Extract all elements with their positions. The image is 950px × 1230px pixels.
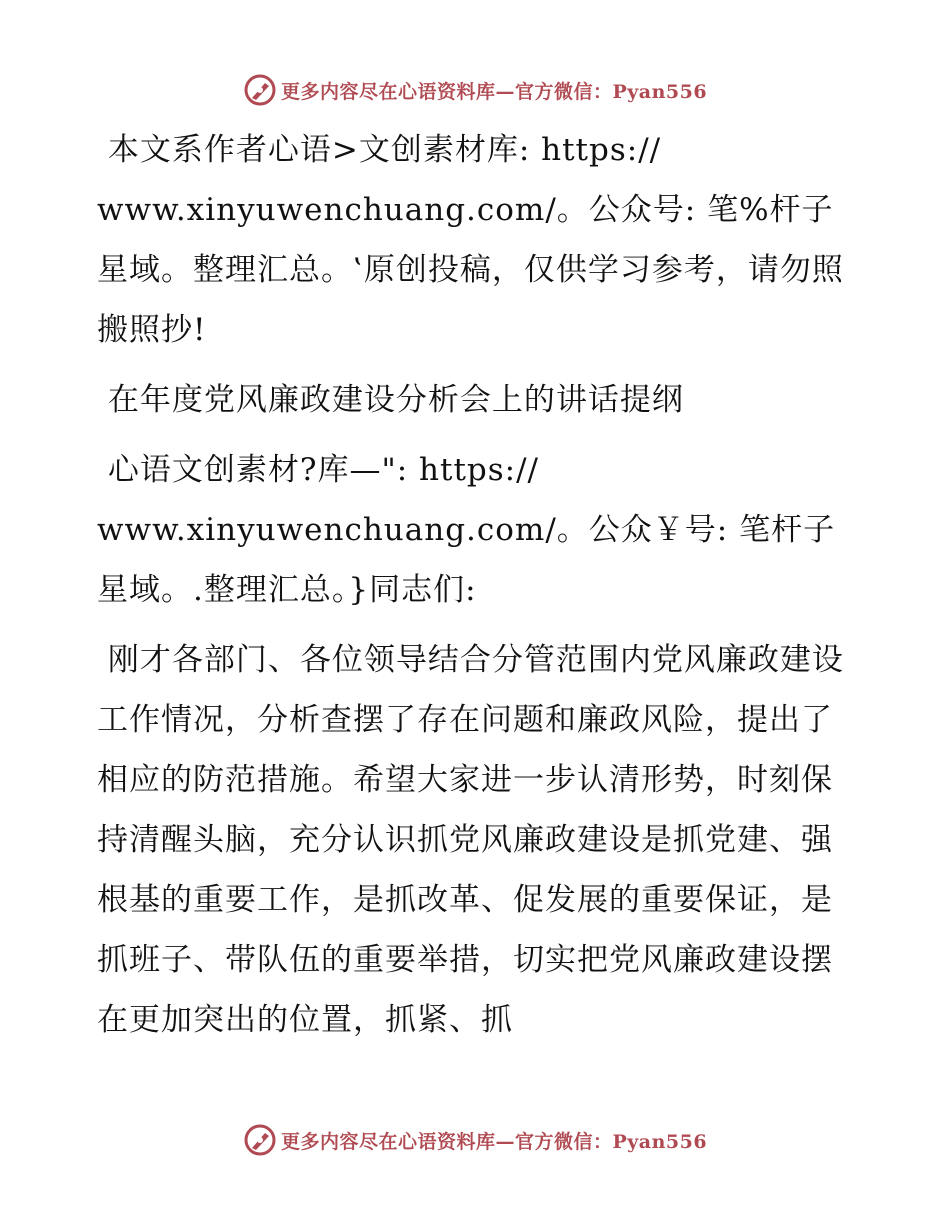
main-paragraph: 刚才各部门、各位领导结合分管范围内党风廉政建设工作情况，分析查摆了存在问题和廉政风险，提出了相应的防范措施。希望大家进一步认清形势，时刻保持清醒头脑，充分认识抓党风廉政建设是抓党建、强根基的重要工作，是抓改革、促发展的重要保证，是抓班子、带队伍的重要举措，切实把党风廉政建设摆在更加突出的位置，抓紧、抓 bbox=[97, 642, 844, 1038]
footer-banner bbox=[0, 1120, 950, 1160]
document-body bbox=[97, 120, 857, 1060]
intro-paragraph: 本文系作者心语>文创素材库: https:// www.xinyuwenchuang.com/。公众号: 笔%杆子星域。整理汇总。‛原创投稿，仅供学习参考，请勿照搬照抄! bbox=[97, 132, 844, 348]
footer-banner-text: 更多内容尽在心语资料库—官方微信：Pyan556 bbox=[280, 1130, 708, 1153]
speech-title: 在年度党风廉政建设分析会上的讲话提纲 bbox=[97, 382, 684, 418]
header-banner-text: 更多内容尽在心语资料库—官方微信：Pyan556 bbox=[280, 80, 708, 103]
pen-logo-icon bbox=[243, 73, 277, 107]
header-banner bbox=[0, 70, 950, 110]
pen-logo-icon bbox=[243, 1123, 277, 1157]
source-paragraph: 心语文创素材?库—": https:// www.xinyuwenchuang.com/。公众￥号: 笔杆子星域。.整理汇总。}同志们: bbox=[97, 452, 836, 608]
